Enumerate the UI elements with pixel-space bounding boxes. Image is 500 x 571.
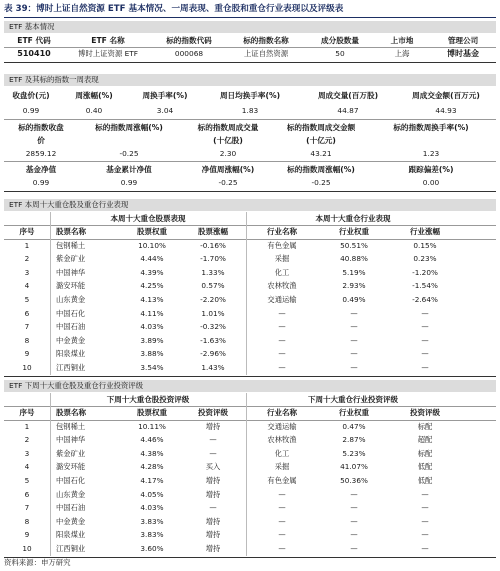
table-cell: — <box>278 543 286 553</box>
weekly-row1-values <box>4 104 496 117</box>
table-cell: 潞安环能 <box>56 281 86 291</box>
weekly-value-cell: 0.99 <box>22 106 40 115</box>
table-cell: 41.07% <box>340 462 368 472</box>
table-cell: — <box>209 435 217 445</box>
table-cell: -0.16% <box>200 240 226 250</box>
basic-value-cell: 000068 <box>174 49 204 58</box>
table-cell: 农林牧渔 <box>267 281 297 291</box>
table-cell: -1.70% <box>200 254 226 264</box>
table-cell: 8 <box>24 335 30 345</box>
table-cell: 3.60% <box>140 543 164 553</box>
table-cell: 5 <box>24 294 30 304</box>
table-cell: -2.64% <box>412 294 438 304</box>
table-cell: 4.03% <box>140 322 164 332</box>
table-cell: 山东黄金 <box>56 489 86 499</box>
top10-section-header: ETF 本周十大重仓股及重仓行业表现 <box>4 199 496 211</box>
table-cell: 低配 <box>417 475 433 485</box>
weekly-value-cell: 0.99 <box>32 178 50 187</box>
table-cell: — <box>350 530 358 540</box>
ratings-header-divider <box>4 420 496 421</box>
top10-column-header: 股票涨幅 <box>198 227 228 236</box>
table-row <box>4 361 496 375</box>
table-cell: 3.54% <box>140 362 164 372</box>
table-cell: — <box>421 308 429 318</box>
table-cell: 6 <box>24 489 30 499</box>
table-row <box>4 307 496 321</box>
top10-group-spacer <box>4 212 50 225</box>
ratings-column-separator <box>246 393 247 556</box>
weekly-value-cell: 2.30 <box>219 149 237 158</box>
ratings-bottom-rule <box>4 557 496 558</box>
table-cell: 10.11% <box>138 421 166 431</box>
weekly-label-cell: 标的指数周涨幅(%) <box>287 165 355 174</box>
weekly-label-cell: 标的指数收盘 <box>18 123 64 132</box>
table-cell: — <box>278 349 286 359</box>
weekly-label-cell: 周成交量(百万股) <box>317 91 379 100</box>
weekly-label-cell: 周成交金额(百万元) <box>412 91 480 100</box>
ratings-column-header: 股票名称 <box>56 408 86 417</box>
table-cell: 2.87% <box>342 435 366 445</box>
ratings-group-left: 下周十大重仓股投资评级 <box>106 395 190 404</box>
table-cell: -0.32% <box>200 322 226 332</box>
ratings-column-header: 投资评级 <box>198 408 228 417</box>
table-cell: — <box>278 516 286 526</box>
basic-info-row-divider <box>4 47 496 48</box>
table-row <box>4 334 496 348</box>
table-cell: 2 <box>24 435 30 445</box>
basic-value-cell: 上证自然资源 <box>243 49 289 58</box>
table-row <box>4 320 496 334</box>
table-row <box>4 433 496 447</box>
table-cell: 3.83% <box>140 516 164 526</box>
table-cell: 10 <box>22 362 32 372</box>
table-row <box>4 447 496 461</box>
title-divider <box>4 17 496 18</box>
table-row <box>4 460 496 474</box>
table-row <box>4 542 496 556</box>
weekly-value-cell: 43.21 <box>310 149 332 158</box>
top10-column-header: 行业涨幅 <box>410 227 440 236</box>
basic-value-cell: 50 <box>335 49 345 58</box>
table-row <box>4 488 496 502</box>
weekly-label-cell: 跟踪偏差(%) <box>408 165 454 174</box>
weekly-bottom-rule <box>4 191 496 192</box>
table-row <box>4 474 496 488</box>
table-cell: — <box>209 448 217 458</box>
top10-column-header-row <box>4 225 496 239</box>
ratings-group-divider <box>4 406 496 407</box>
table-row <box>4 347 496 361</box>
table-cell: — <box>350 335 358 345</box>
table-cell: 4.46% <box>140 435 164 445</box>
table-cell: 江西铜业 <box>56 362 86 372</box>
top10-group-divider <box>4 225 496 226</box>
table-cell: 中国石化 <box>56 308 86 318</box>
document-title: 表 39：博时上证自然资源 ETF 基本情况、一周表现、重仓股和重仓行业表现以及评级表 <box>4 4 344 14</box>
table-cell: 4.03% <box>140 503 164 513</box>
table-cell: 低配 <box>417 462 433 472</box>
table-cell: — <box>350 322 358 332</box>
table-cell: — <box>350 308 358 318</box>
table-cell: 增持 <box>205 421 221 431</box>
weekly-label-cell: 周涨幅(%) <box>75 91 113 100</box>
table-cell: 0.15% <box>413 240 437 250</box>
ratings-column-header: 序号 <box>19 408 35 417</box>
table-cell: 4.17% <box>140 475 164 485</box>
table-cell: 采掘 <box>274 462 290 472</box>
ratings-group-spacer <box>4 393 50 406</box>
basic-value-cell: 博时上证资源 ETF <box>77 49 139 58</box>
table-cell: 中金黄金 <box>56 516 86 526</box>
table-cell: — <box>350 489 358 499</box>
table-cell: 7 <box>24 322 30 332</box>
weekly-label-cell-empty <box>78 134 180 147</box>
basic-header-cell: 上市地 <box>390 36 414 45</box>
table-cell: 9 <box>24 349 30 359</box>
table-cell: 5.19% <box>342 267 366 277</box>
table-cell: — <box>278 335 286 345</box>
table-cell: — <box>421 322 429 332</box>
ratings-column-header: 投资评级 <box>410 408 440 417</box>
table-cell: 8 <box>24 516 30 526</box>
table-cell: — <box>350 503 358 513</box>
table-cell: — <box>421 362 429 372</box>
table-cell: 潞安环能 <box>56 462 86 472</box>
table-cell: 增持 <box>205 489 221 499</box>
weekly-value-cell: 0.99 <box>120 178 138 187</box>
table-cell: 中国石油 <box>56 322 86 332</box>
weekly-value-cell: 1.83 <box>241 106 259 115</box>
table-cell: — <box>421 516 429 526</box>
table-cell: 40.88% <box>340 254 368 264</box>
table-cell: 1.01% <box>201 308 225 318</box>
weekly-value-cell: 0.40 <box>85 106 103 115</box>
weekly-value-cell: -0.25 <box>311 178 331 187</box>
table-cell: — <box>278 530 286 540</box>
weekly-row2-labels-top <box>4 121 496 134</box>
ratings-column-header-row <box>4 406 496 420</box>
table-cell: 增持 <box>205 530 221 540</box>
table-cell: 交通运输 <box>267 421 297 431</box>
weekly-label-cell: 收盘价(元) <box>12 91 50 100</box>
table-cell: 中国神华 <box>56 267 86 277</box>
ratings-group-header <box>4 393 496 406</box>
top10-column-header: 股票权重 <box>137 227 167 236</box>
table-cell: 4.38% <box>140 448 164 458</box>
table-cell: 3 <box>24 448 30 458</box>
table-cell: -2.20% <box>200 294 226 304</box>
weekly-label-cell: 周换手率(%) <box>142 91 188 100</box>
weekly-label-cell: 标的指数周成交量 <box>197 123 259 132</box>
table-cell: 1 <box>24 421 30 431</box>
table-cell: 中国神华 <box>56 435 86 445</box>
basic-value-cell: 博时基金 <box>447 49 479 58</box>
table-cell: 2.93% <box>342 281 366 291</box>
table-cell: 5 <box>24 475 30 485</box>
table-cell: 中金黄金 <box>56 335 86 345</box>
table-cell: 阳泉煤业 <box>56 530 86 540</box>
top10-group-right: 本周十大重仓行业表现 <box>315 214 391 223</box>
table-row <box>4 279 496 293</box>
ratings-section-header: ETF 下周十大重仓股及重仓行业投资评级 <box>4 380 496 392</box>
table-row <box>4 420 496 434</box>
table-cell: — <box>350 516 358 526</box>
table-cell: — <box>421 335 429 345</box>
table-cell: 4 <box>24 281 30 291</box>
weekly-label-cell: 标的指数周成交金额 <box>286 123 356 132</box>
basic-header-cell: 管理公司 <box>447 36 479 45</box>
top10-column-header: 序号 <box>19 227 35 236</box>
weekly-label-cell: 标的指数周涨幅(%) <box>95 123 163 132</box>
table-row <box>4 528 496 542</box>
table-cell: 2 <box>24 254 30 264</box>
weekly-divider-2 <box>4 161 496 162</box>
table-cell: 4.44% <box>140 254 164 264</box>
table-cell: 化工 <box>274 448 290 458</box>
table-cell: 0.47% <box>342 421 366 431</box>
table-cell: 中国石油 <box>56 503 86 513</box>
table-cell: 1 <box>24 240 30 250</box>
weekly-label-cell: 价 <box>37 136 45 145</box>
basic-value-cell: 上海 <box>394 49 410 58</box>
top10-column-header: 行业权重 <box>339 227 369 236</box>
basic-header-cell: ETF 名称 <box>91 36 125 45</box>
table-cell: — <box>278 308 286 318</box>
table-cell: 有色金属 <box>267 240 297 250</box>
table-cell: -1.20% <box>412 267 438 277</box>
table-cell: — <box>421 543 429 553</box>
table-row <box>4 515 496 529</box>
table-cell: 3.88% <box>140 349 164 359</box>
weekly-value-cell: 3.04 <box>156 106 174 115</box>
weekly-row1-labels <box>4 89 496 102</box>
table-cell: 50.36% <box>340 475 368 485</box>
top10-group-left: 本周十大重仓股票表现 <box>110 214 186 223</box>
table-cell: 10 <box>22 543 32 553</box>
table-cell: — <box>278 322 286 332</box>
table-cell: 50.51% <box>340 240 368 250</box>
weekly-label-cell: 周日均换手率(%) <box>219 91 281 100</box>
basic-value-cell: 510410 <box>17 49 51 58</box>
weekly-label-cell: 净值周涨幅(%) <box>201 165 255 174</box>
table-cell: 1.43% <box>201 362 225 372</box>
top10-column-header: 股票名称 <box>56 227 86 236</box>
table-cell: 紫金矿业 <box>56 448 86 458</box>
table-cell: — <box>350 349 358 359</box>
table-cell: 增持 <box>205 475 221 485</box>
table-cell: 增持 <box>205 516 221 526</box>
table-cell: 3.83% <box>140 530 164 540</box>
table-cell: 有色金属 <box>267 475 297 485</box>
weekly-row3-labels <box>4 163 496 176</box>
table-cell: 0.23% <box>413 254 437 264</box>
weekly-divider-1 <box>4 119 496 120</box>
basic-header-cell: ETF 代码 <box>17 36 51 45</box>
table-row <box>4 252 496 266</box>
ratings-table <box>4 393 496 556</box>
table-cell: 4.28% <box>140 462 164 472</box>
table-cell: -1.63% <box>200 335 226 345</box>
table-cell: 3.89% <box>140 335 164 345</box>
weekly-value-cell: 0.00 <box>422 178 440 187</box>
source-footnote: 资料来源：申万研究 <box>4 558 71 567</box>
weekly-value-cell: -0.25 <box>218 178 238 187</box>
table-cell: 山东黄金 <box>56 294 86 304</box>
basic-header-cell: 成分股数量 <box>321 36 359 45</box>
weekly-label-cell: 基金累计净值 <box>106 165 152 174</box>
top10-bottom-rule <box>4 376 496 377</box>
table-cell: — <box>209 503 217 513</box>
top10-table <box>4 212 496 375</box>
ratings-column-header: 股票权重 <box>137 408 167 417</box>
table-cell: 4.05% <box>140 489 164 499</box>
table-cell: 中国石化 <box>56 475 86 485</box>
weekly-label-cell: 基金净值 <box>25 165 57 174</box>
table-cell: — <box>278 362 286 372</box>
ratings-group-right: 下周十大重仓行业投资评级 <box>308 395 398 404</box>
table-cell: 3 <box>24 267 30 277</box>
weekly-value-cell: 1.23 <box>422 149 440 158</box>
table-cell: 增持 <box>205 543 221 553</box>
table-cell: — <box>350 362 358 372</box>
weekly-label-cell: (十亿股) <box>213 136 243 145</box>
weekly-row2-labels-bottom <box>4 134 496 147</box>
weekly-row2-values <box>4 147 496 160</box>
table-cell: 7 <box>24 503 30 513</box>
ratings-column-header: 行业名称 <box>267 408 297 417</box>
top10-group-header <box>4 212 496 225</box>
weekly-value-cell: 44.93 <box>435 106 457 115</box>
table-row <box>4 293 496 307</box>
weekly-value-cell: 2859.12 <box>25 149 57 158</box>
weekly-value-cell: 44.87 <box>337 106 359 115</box>
ratings-column-header: 行业权重 <box>339 408 369 417</box>
weekly-value-cell: -0.25 <box>119 149 139 158</box>
top10-column-header: 行业名称 <box>267 227 297 236</box>
table-row <box>4 266 496 280</box>
table-cell: — <box>421 489 429 499</box>
table-cell: 4 <box>24 462 30 472</box>
table-cell: 4.13% <box>140 294 164 304</box>
weekly-section-header: ETF 及其标的指数一周表现 <box>4 74 496 86</box>
table-cell: 4.39% <box>140 267 164 277</box>
table-cell: 5.23% <box>342 448 366 458</box>
basic-header-cell: 标的指数代码 <box>166 36 212 45</box>
table-row <box>4 239 496 253</box>
weekly-label-cell-empty <box>366 134 496 147</box>
table-cell: 采掘 <box>274 254 290 264</box>
top10-column-separator <box>246 212 247 375</box>
table-cell: 交通运输 <box>267 294 297 304</box>
table-cell: — <box>421 349 429 359</box>
table-cell: 10.10% <box>138 240 166 250</box>
table-cell: 0.49% <box>342 294 366 304</box>
table-cell: — <box>350 543 358 553</box>
table-cell: 包钢稀土 <box>56 240 86 250</box>
ratings-column-separator <box>50 393 51 556</box>
weekly-label-cell: 标的指数周换手率(%) <box>393 123 469 132</box>
weekly-row3-values <box>4 176 496 189</box>
table-cell: 标配 <box>417 421 433 431</box>
table-cell: 4.11% <box>140 308 164 318</box>
table-cell: 1.33% <box>201 267 225 277</box>
top10-column-separator <box>50 212 51 375</box>
table-cell: — <box>421 530 429 540</box>
table-cell: 4.25% <box>140 281 164 291</box>
basic-info-bottom-rule <box>4 62 496 63</box>
table-cell: 买入 <box>205 462 221 472</box>
table-cell: 6 <box>24 308 30 318</box>
table-cell: 紫金矿业 <box>56 254 86 264</box>
table-cell: 化工 <box>274 267 290 277</box>
table-cell: -1.54% <box>412 281 438 291</box>
table-cell: — <box>278 503 286 513</box>
basic-info-section-header: ETF 基本情况 <box>4 21 496 33</box>
table-cell: 阳泉煤业 <box>56 349 86 359</box>
table-row <box>4 501 496 515</box>
table-cell: — <box>421 503 429 513</box>
basic-header-cell: 标的指数名称 <box>243 36 289 45</box>
table-cell: 超配 <box>417 435 433 445</box>
top10-header-divider <box>4 239 496 240</box>
table-cell: 0.57% <box>201 281 225 291</box>
table-cell: 江西铜业 <box>56 543 86 553</box>
table-cell: 农林牧渔 <box>267 435 297 445</box>
table-cell: — <box>278 489 286 499</box>
table-cell: 9 <box>24 530 30 540</box>
table-cell: 标配 <box>417 448 433 458</box>
weekly-label-cell: (十亿元) <box>306 136 336 145</box>
table-cell: -2.96% <box>200 349 226 359</box>
table-cell: 包钢稀土 <box>56 421 86 431</box>
